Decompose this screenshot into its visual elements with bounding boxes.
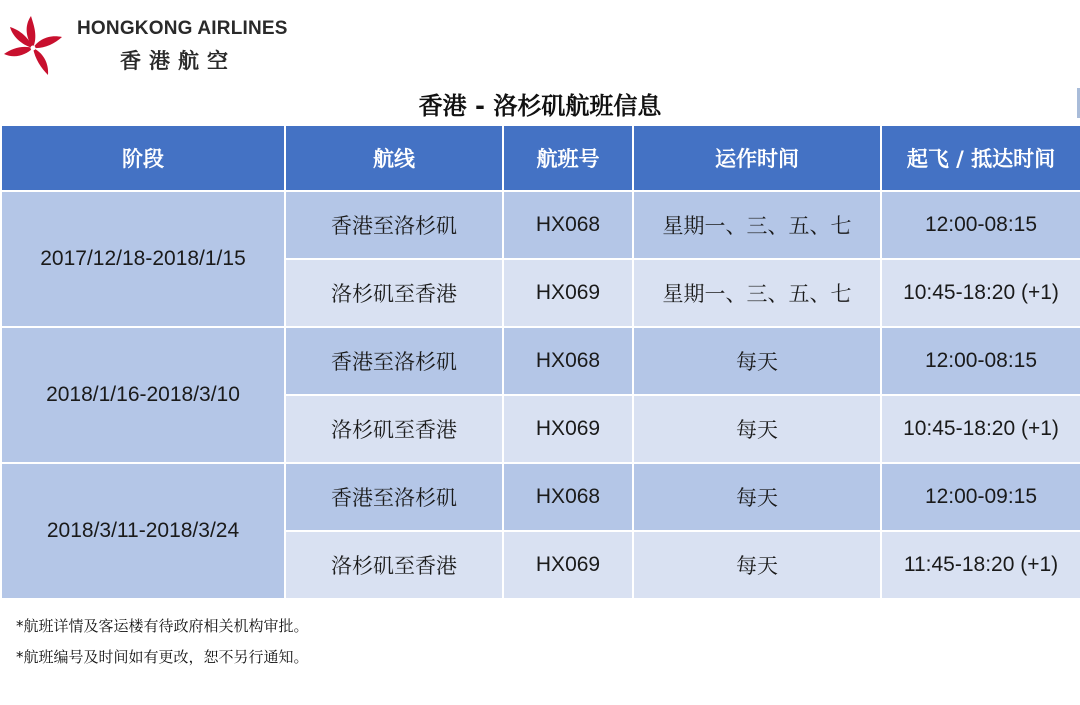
flight-cell: HX069 xyxy=(503,395,633,463)
brand-name-cn: 香港航空 xyxy=(120,49,236,73)
time-cell: 11:45-18:20 (+1) xyxy=(881,531,1080,599)
days-cell: 每天 xyxy=(633,531,881,599)
route-cell: 香港至洛杉矶 xyxy=(285,191,503,259)
time-cell: 12:00-09:15 xyxy=(881,463,1080,531)
flight-cell: HX069 xyxy=(503,259,633,327)
time-cell: 12:00-08:15 xyxy=(881,191,1080,259)
flight-cell: HX068 xyxy=(503,191,633,259)
period-cell: 2018/3/11-2018/3/24 xyxy=(1,463,285,599)
header-period: 阶段 xyxy=(1,125,285,191)
footnote: *航班编号及时间如有更改，恕不另行通知。 xyxy=(16,648,309,666)
period-cell: 2018/1/16-2018/3/10 xyxy=(1,327,285,463)
footnote: *航班详情及客运楼有待政府相关机构审批。 xyxy=(16,617,309,635)
route-cell: 洛杉矶至香港 xyxy=(285,395,503,463)
route-cell: 香港至洛杉矶 xyxy=(285,327,503,395)
table-header-row xyxy=(1,125,1080,191)
route-cell: 洛杉矶至香港 xyxy=(285,531,503,599)
table-row xyxy=(1,463,1080,531)
table-row xyxy=(1,327,1080,395)
table-row xyxy=(1,191,1080,259)
days-cell: 每天 xyxy=(633,463,881,531)
days-cell: 星期一、三、五、七 xyxy=(633,259,881,327)
days-cell: 每天 xyxy=(633,327,881,395)
page-title: 香港 - 洛杉矶航班信息 xyxy=(418,92,662,120)
period-cell: 2017/12/18-2018/1/15 xyxy=(1,191,285,327)
flight-cell: HX069 xyxy=(503,531,633,599)
days-cell: 星期一、三、五、七 xyxy=(633,191,881,259)
flight-cell: HX068 xyxy=(503,327,633,395)
footnotes xyxy=(16,615,309,677)
header-route: 航线 xyxy=(285,125,503,191)
header-flight: 航班号 xyxy=(503,125,633,191)
flight-cell: HX068 xyxy=(503,463,633,531)
header-time: 起飞 / 抵达时间 xyxy=(881,125,1080,191)
brand-name-en: HONGKONG AIRLINES xyxy=(77,18,288,39)
time-cell: 10:45-18:20 (+1) xyxy=(881,395,1080,463)
route-cell: 香港至洛杉矶 xyxy=(285,463,503,531)
time-cell: 12:00-08:15 xyxy=(881,327,1080,395)
flight-schedule-table xyxy=(0,124,1080,600)
header-days: 运作时间 xyxy=(633,125,881,191)
bauhinia-logo-icon xyxy=(0,14,66,80)
days-cell: 每天 xyxy=(633,395,881,463)
time-cell: 10:45-18:20 (+1) xyxy=(881,259,1080,327)
route-cell: 洛杉矶至香港 xyxy=(285,259,503,327)
